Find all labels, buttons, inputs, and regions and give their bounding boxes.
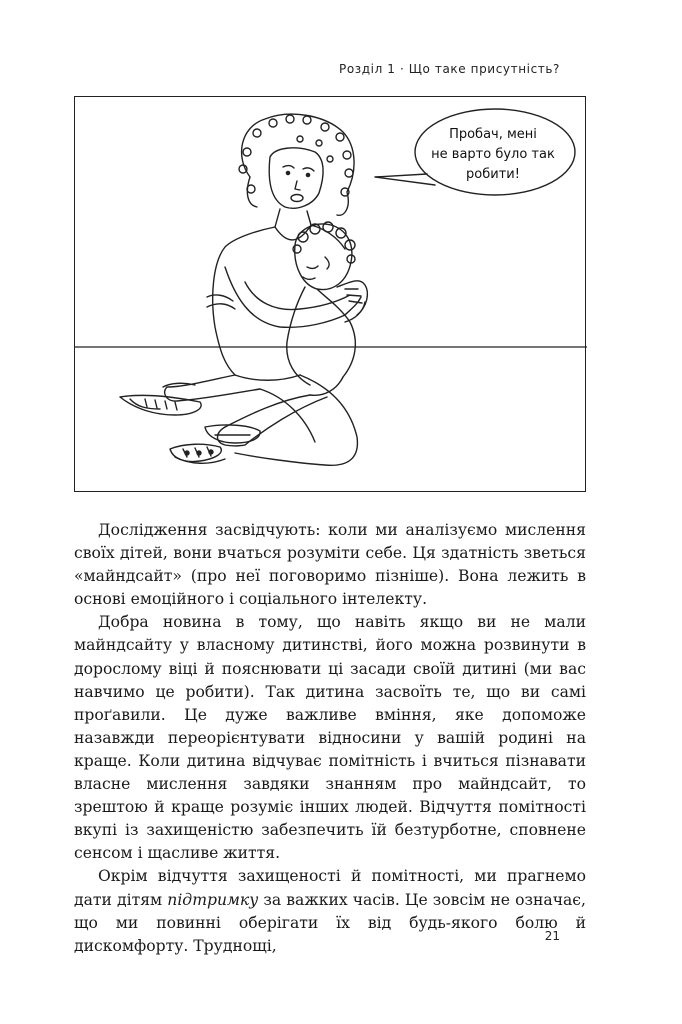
paragraph: Дослідження засвідчують: коли ми аналізуємо мислення своїх дітей, вони вчаться розуміти себе. Ця здатність зветься «майндсайт» (про неї поговоримо пізніше). Вона лежить в основі емоційного і соціального інтелекту. [74, 521, 586, 609]
emphasis: підтримку [167, 890, 259, 909]
mother-body [207, 209, 365, 380]
speech-line: не варто було так [431, 147, 555, 162]
page-number: 21 [544, 929, 560, 943]
text-run: за важких часів. Це зовсім не означає, що ми повинні оберігати їх від будь-якого болю й дискомфорту. Труднощі, [74, 890, 586, 955]
illustration [74, 96, 586, 492]
paragraph [74, 865, 586, 957]
speech-line: Пробач, мені [449, 127, 537, 142]
child-sandals [170, 444, 225, 463]
body-text [74, 519, 586, 958]
speech-bubble-text [413, 125, 573, 185]
mother-face [269, 148, 323, 208]
text-run: Окрім відчуття захищеності й помітності, ми прагнемо дати дітям [74, 867, 586, 909]
paragraph: Добра новина в тому, що навіть якщо ви не мали майндсайту у власному дитинстві, його можна розвинути в дорослому віці й пояснювати ці засади своїй дитині (ми вас навчимо це робити). Так дитина засвоїть те, що ви самі проґавили. Це дуже важливе вміння, яке допоможе назавжди переорієнтувати відносини у вашій родині на краще. Коли дитина відчуває помітність і вчиться пізнавати власне мислення завдяки знанням про майндсайт, то зрештою й краще розуміє інших людей. Відчуття помітності вкупі із захищеністю забезпечить їй безтурботне, сповнене сенсом і щасливе життя. [74, 613, 586, 863]
speech-line: робити! [466, 167, 520, 182]
running-head: Розділ 1 · Що таке присутність? [339, 62, 560, 76]
child-head [293, 222, 355, 290]
mother-hair [239, 114, 354, 215]
